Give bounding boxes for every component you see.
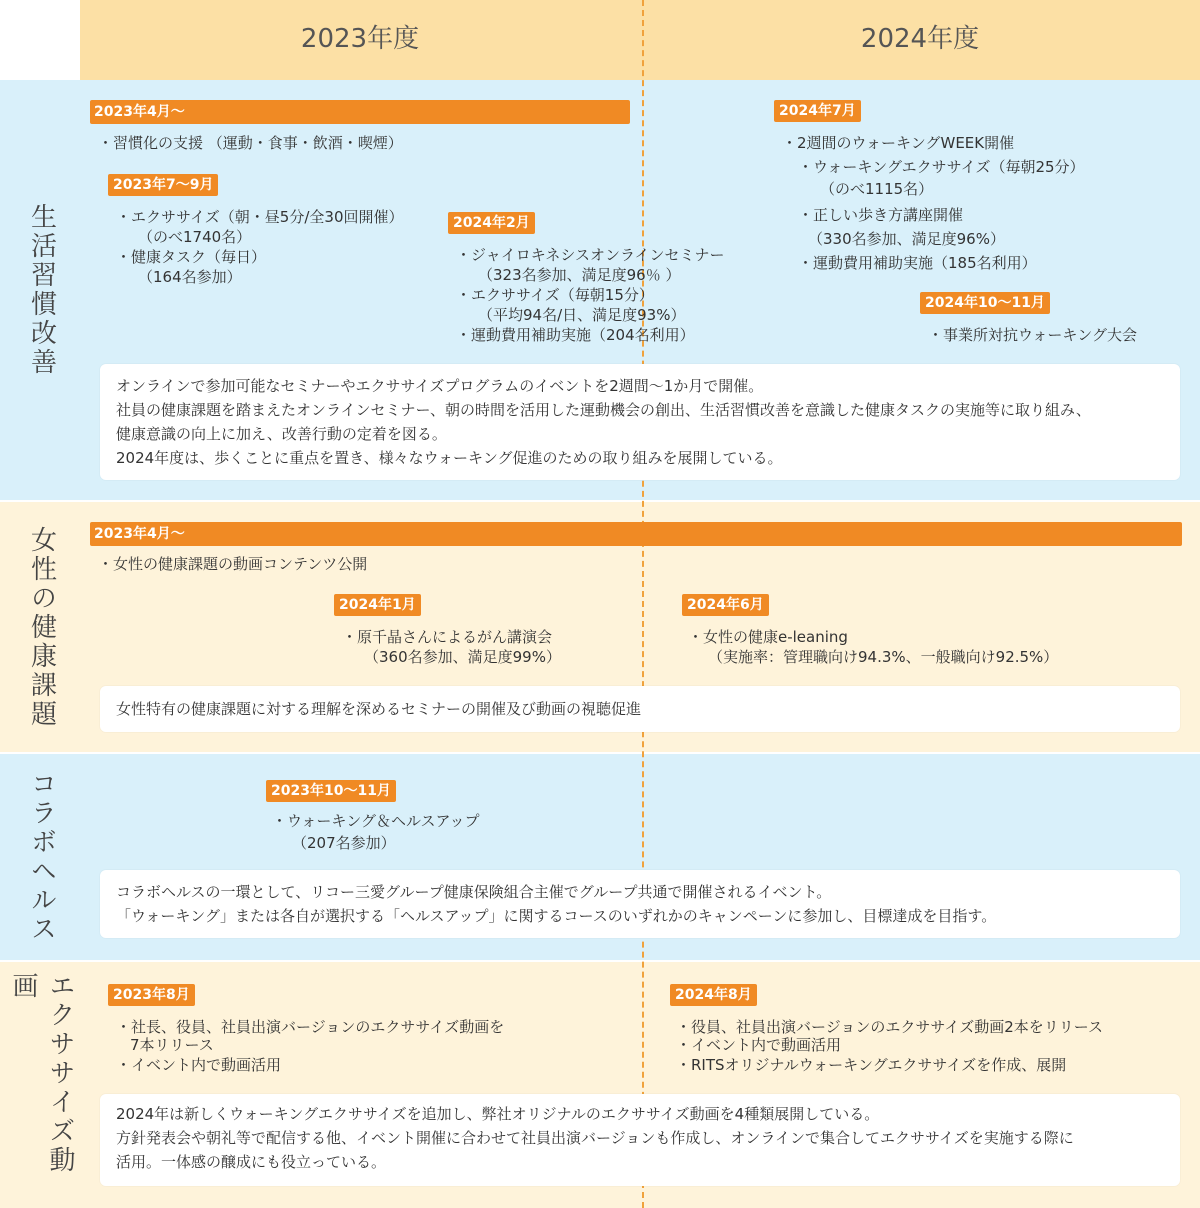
- item-line: ・2週間のウォーキングWEEK開催: [782, 134, 1015, 152]
- description-line: 2024年度は、歩くことに重点を置き、様々なウォーキング促進のための取り組みを展開している。: [116, 449, 783, 467]
- item-line: ・役員、社員出演バージョンのエクササイズ動画2本をリリース: [676, 1018, 1103, 1036]
- period-tag: 2023年8月: [108, 984, 195, 1006]
- description-line: オンラインで参加可能なセミナーやエクササイズプログラムのイベントを2週間～1か月で開催。: [116, 377, 764, 395]
- period-tag: 2023年7～9月: [108, 174, 218, 196]
- item-line: ・女性の健康e-leaning: [688, 628, 848, 646]
- description-line: 女性特有の健康課題に対する理解を深めるセミナーの開催及び動画の視聴促進: [116, 700, 642, 718]
- item-line: ・健康タスク（毎日）: [116, 248, 267, 266]
- section-title-lifestyle: 生活習慣改善: [26, 203, 57, 377]
- item-line: ・運動費用補助実施（204名利用）: [456, 326, 695, 344]
- description-text: [116, 1102, 1074, 1174]
- section-title-exercise: エクササイズ動画: [8, 972, 75, 1175]
- description-box-women: [100, 686, 1180, 732]
- period-tag: 2024年10～11月: [920, 292, 1050, 314]
- item-line: （207名参加）: [292, 834, 396, 852]
- description-line: 「ウォーキング」または各自が選択する「ヘルスアップ」に関するコースのいずれかのキャンペーンに参加し、目標達成を目指す。: [116, 907, 997, 925]
- item-line: ・女性の健康課題の動画コンテンツ公開: [98, 555, 368, 573]
- item-line: ・RITSオリジナルウォーキングエクササイズを作成、展開: [676, 1056, 1067, 1074]
- description-line: 方針発表会や朝礼等で配信する他、イベント開催に合わせて社員出演バージョンも作成し、オンラインで集合してエクササイズを実施する際に: [116, 1129, 1074, 1147]
- item-line: （実施率：管理職向け94.3%、一般職向け92.5%）: [708, 648, 1059, 666]
- year-divider: [642, 0, 644, 1208]
- item-line: （平均94名/日、満足度93%）: [478, 306, 686, 324]
- period-tag: 2024年6月: [682, 594, 769, 616]
- item-line: ・習慣化の支援 （運動・食事・飲酒・喫煙）: [98, 134, 403, 152]
- item-line: ・イベント内で動画活用: [676, 1036, 842, 1054]
- item-line: ・運動費用補助実施（185名利用）: [798, 254, 1037, 272]
- description-line: コラボヘルスの一環として、リコー三愛グループ健康保険組合主催でグループ共通で開催されるイベント。: [116, 883, 832, 901]
- item-line: ・ジャイロキネシスオンラインセミナー: [456, 246, 725, 264]
- description-text: [116, 697, 641, 721]
- description-line: 社員の健康課題を踏まえたオンラインセミナー、朝の時間を活用した運動機会の創出、生活習慣改善を意識した健康タスクの実施等に取り組み、: [116, 401, 1091, 419]
- item-line: ・エクササイズ（毎朝15分）: [456, 286, 654, 304]
- period-tag: 2024年1月: [334, 594, 421, 616]
- item-line: ・ウォーキング＆ヘルスアップ: [272, 812, 480, 830]
- item-line: ・事業所対抗ウォーキング大会: [928, 326, 1137, 344]
- period-tag: 2023年10～11月: [266, 780, 396, 802]
- item-line: （のべ1740名）: [138, 228, 252, 246]
- item-line: ・イベント内で動画活用: [116, 1056, 282, 1074]
- timeline-bar-2023-04: [90, 100, 630, 124]
- item-line: （のべ1115名）: [820, 180, 934, 198]
- description-line: 活用。一体感の醸成にも役立っている。: [116, 1153, 387, 1171]
- section-title-collabo: コラボヘルス: [26, 770, 57, 944]
- item-line: （330名参加、満足度96%）: [808, 230, 1005, 248]
- item-line: （360名参加、満足度99%）: [364, 648, 561, 666]
- period-tag: 2024年7月: [774, 100, 861, 122]
- description-box-exercise: [100, 1094, 1180, 1186]
- item-line: 7本リリース: [130, 1036, 214, 1054]
- description-box-collabo: [100, 870, 1180, 938]
- description-line: 2024年は新しくウォーキングエクササイズを追加し、弊社オリジナルのエクササイズ動画を4種類展開している。: [116, 1105, 880, 1123]
- item-line: （323名参加、満足度96％ ）: [478, 266, 681, 284]
- item-line: （164名参加）: [138, 268, 242, 286]
- item-line: ・社長、役員、社員出演バージョンのエクササイズ動画を: [116, 1018, 505, 1036]
- description-text: [116, 880, 996, 928]
- period-tag: 2023年4月～: [94, 104, 185, 120]
- item-line: ・原千晶さんによるがん講演会: [342, 628, 553, 646]
- period-tag: 2024年2月: [448, 212, 535, 234]
- period-tag: 2023年4月～: [94, 526, 185, 542]
- section-title-women: 女性の健康課題: [26, 525, 57, 729]
- timeline-bar-2023-04-women: [90, 522, 1182, 546]
- item-line: ・ウォーキングエクササイズ（毎朝25分）: [798, 158, 1085, 176]
- year-2024-label: 2024年度: [860, 24, 980, 54]
- description-text: [116, 374, 1091, 470]
- item-line: ・エクササイズ（朝・昼5分/全30回開催）: [116, 208, 404, 226]
- year-2023-label: 2023年度: [300, 24, 420, 54]
- description-box-lifestyle: [100, 364, 1180, 480]
- item-line: ・正しい歩き方講座開催: [798, 206, 964, 224]
- period-tag: 2024年8月: [670, 984, 757, 1006]
- description-line: 健康意識の向上に加え、改善行動の定着を図る。: [116, 425, 447, 443]
